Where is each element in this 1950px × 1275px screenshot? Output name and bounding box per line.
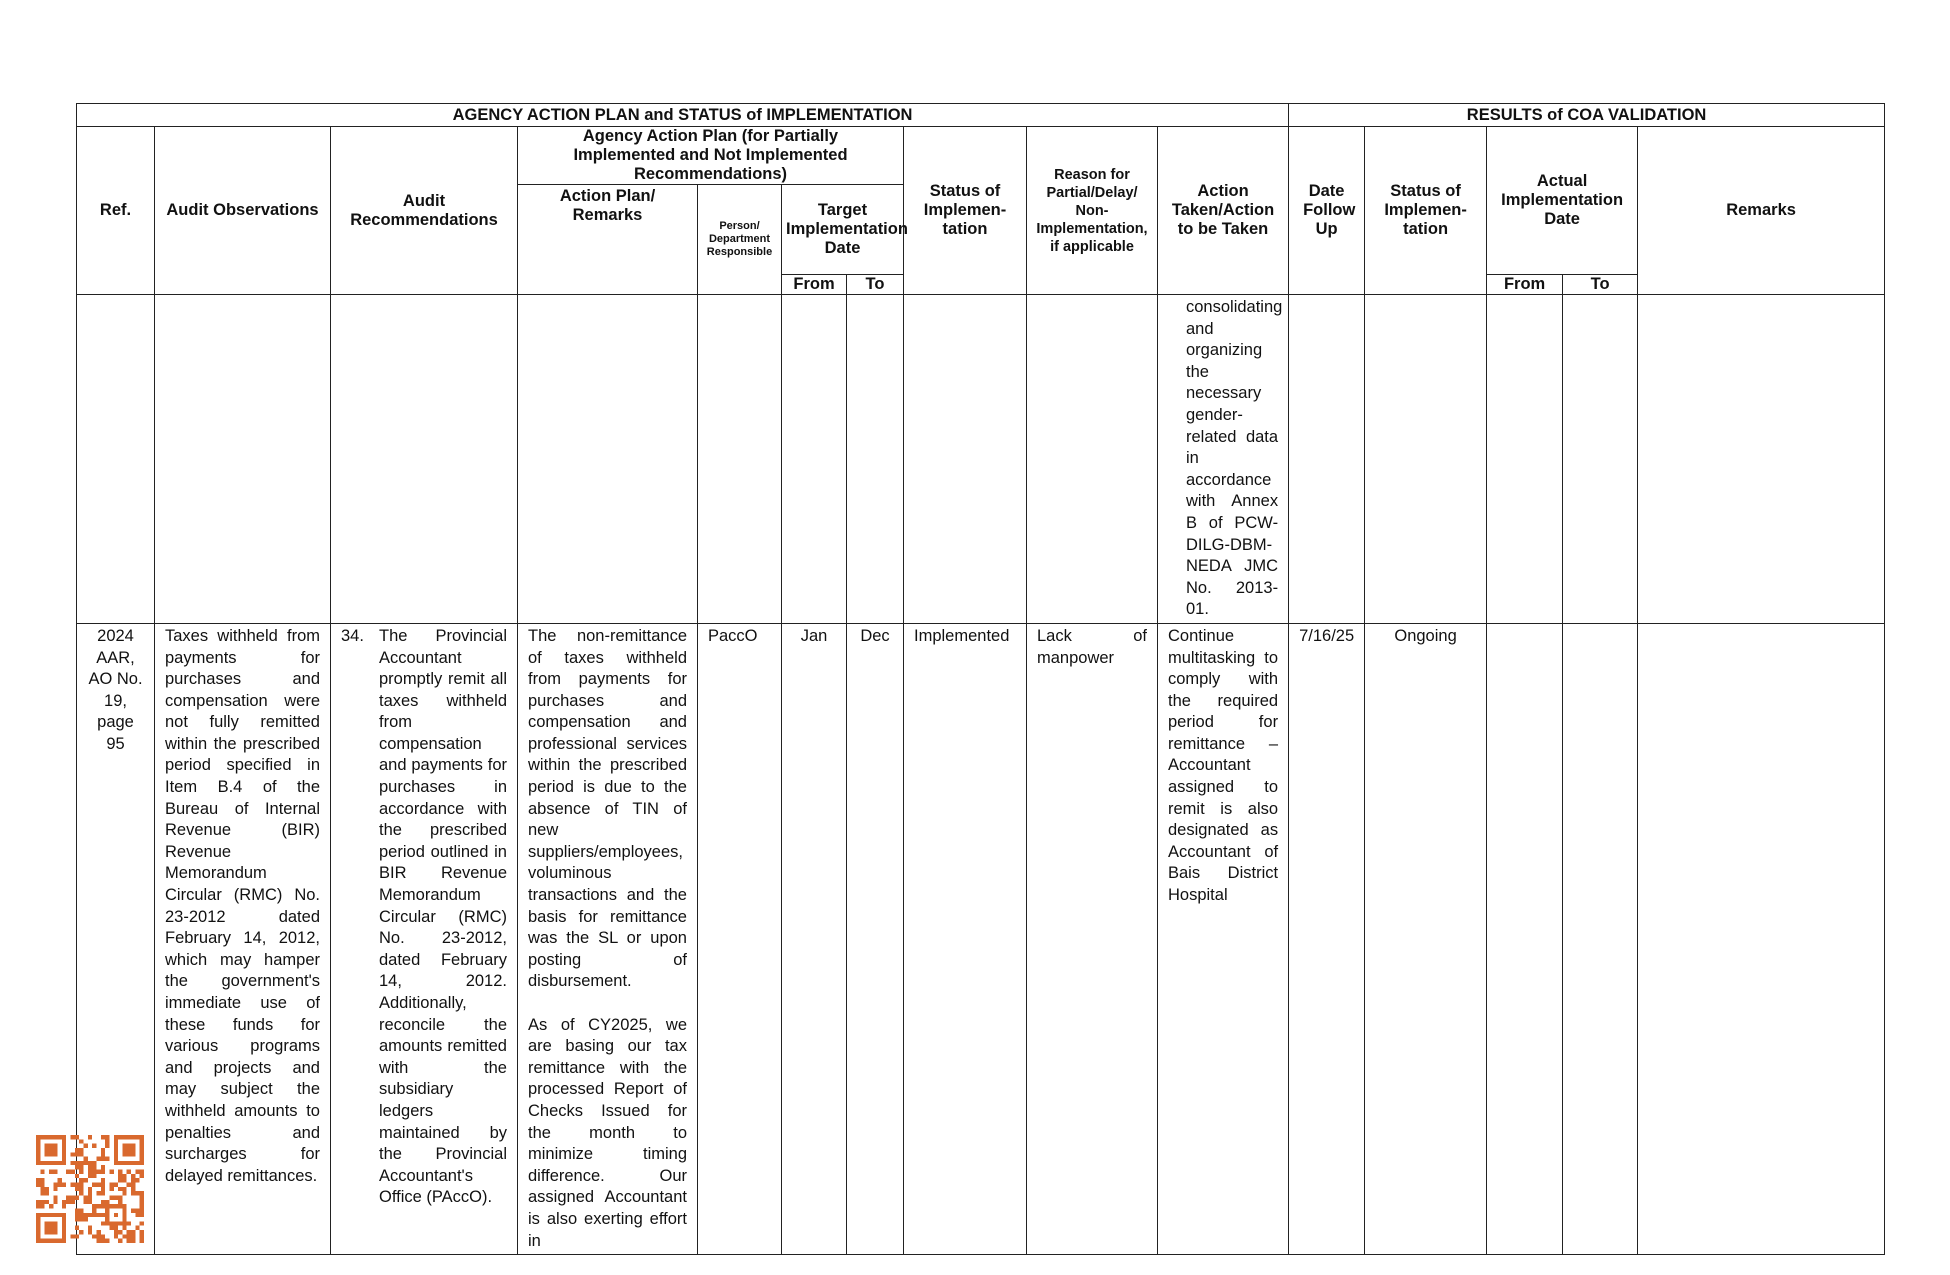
- col-coa-status: Status of Implemen-tation: [1365, 127, 1487, 295]
- recommendation-number: 34.: [341, 626, 364, 645]
- col-person-responsible: Person/ Department Responsible: [698, 185, 782, 295]
- action-plan-paragraph-2: As of CY2025, we are basing our tax remittance with the processed Report of Checks Issued for the month to minimize timing difference. Our assigned Accountant is also exerting effort in: [528, 1015, 687, 1250]
- table-row: [77, 295, 1885, 624]
- coa-section-title: RESULTS of COA VALIDATION: [1289, 104, 1885, 127]
- col-ref: Ref.: [77, 127, 155, 295]
- col-reason: Reason for Partial/Delay/ Non-Implementation, if applicable: [1027, 127, 1158, 295]
- agency-section-title: AGENCY ACTION PLAN and STATUS of IMPLEMENTATION: [77, 104, 1289, 127]
- audit-observation: Taxes withheld from payments for purchases and compensation were not fully remitted within the prescribed period specified in Item B.4 of the Bureau of Internal Revenue (BIR) Revenue Memorandum Circular (RMC) No. 23-2012 dated February 14, 2012, which may hamper the government's immediate use of these funds for various programs and projects and may subject the withheld amounts to penalties and surcharges for delayed remittances.: [165, 626, 320, 1185]
- table-row: [77, 623, 1885, 1254]
- col-actual-from: From: [1487, 275, 1563, 295]
- col-agency-action-plan: Agency Action Plan (for Partially Implemented and Not Implemented Recommendations): [518, 127, 904, 185]
- col-action-plan-remarks: Action Plan/ Remarks: [518, 185, 698, 295]
- col-date-follow-up: Date Follow Up: [1289, 127, 1365, 295]
- action-plan-table: [76, 103, 1885, 1255]
- target-from: Jan: [800, 626, 828, 645]
- remarks: [1638, 624, 1884, 628]
- col-action-taken: Action Taken/Action to be Taken: [1158, 127, 1289, 295]
- target-to: Dec: [860, 626, 890, 645]
- continued-action-taken: consolidating and organizing the necessary gender-related data in accordance with Annex B of PCW-DILG-DBM-NEDA JMC No. 2013-01.: [1186, 298, 1283, 619]
- col-actual-date: Actual Implementation Date: [1487, 127, 1638, 275]
- col-target-date: Target Implementation Date: [782, 185, 904, 275]
- col-status: Status of Implemen-tation: [904, 127, 1027, 295]
- col-target-to: To: [847, 275, 904, 295]
- col-audit-recommendations: Audit Recommendations: [331, 127, 518, 295]
- audit-recommendation: [331, 624, 517, 1211]
- col-target-from: From: [782, 275, 847, 295]
- col-actual-to: To: [1563, 275, 1638, 295]
- action-plan-paragraph-1: The non-remittance of taxes withheld from payments for purchases and compensation and professional services within the prescribed period is due to the absence of TIN of new suppliers/employees, voluminous transactions and the basis for remittance was the SL or upon posting of disbursement.: [528, 626, 687, 991]
- date-follow-up: 7/16/25: [1299, 626, 1355, 645]
- actual-to: [1563, 624, 1637, 628]
- status-of-implementation: Implemented: [914, 626, 1010, 645]
- person-responsible: PaccO: [708, 626, 758, 645]
- actual-from: [1487, 624, 1562, 628]
- action-taken: Continue multitasking to comply with the required period for remittance – Accountant assigned to remit is also designated as Accountant of Bais District Hospital: [1168, 626, 1279, 905]
- col-remarks: Remarks: [1638, 127, 1885, 295]
- ref-cell: 2024 AAR, AO No. 19, page 95: [88, 626, 143, 753]
- qr-code: [36, 1135, 144, 1243]
- recommendation-text: The Provincial Accountant promptly remit all taxes withheld from compensation and payments for purchases in accordance with the prescribed period outlined in BIR Revenue Memorandum Circular (RMC) No. 23-2012, dated February 14, 2012. Additionally, reconcile the amounts remitted with the subsidiary ledgers maintained by the Provincial Accountant's Office (PAccO).: [379, 626, 507, 1207]
- coa-status: Ongoing: [1394, 626, 1457, 645]
- col-audit-observations: Audit Observations: [155, 127, 331, 295]
- action-plan: [518, 624, 697, 1254]
- reason-for-delay: Lack of manpower: [1037, 626, 1147, 667]
